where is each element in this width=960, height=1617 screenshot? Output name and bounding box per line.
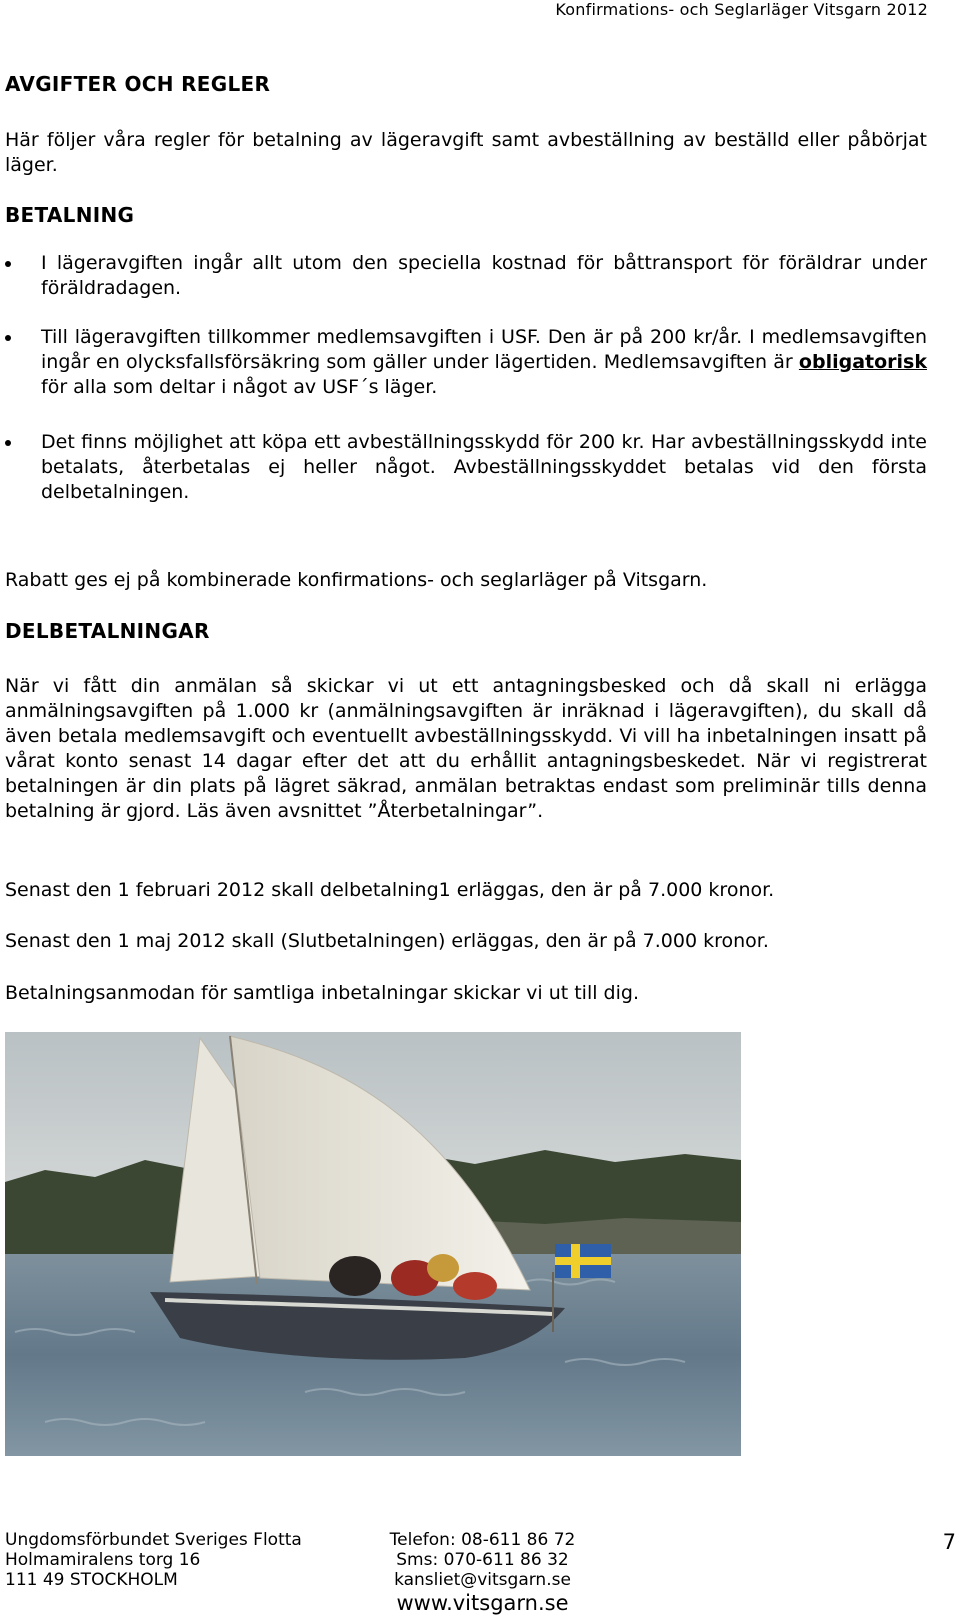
- footer-org: Ungdomsförbundet Sveriges Flotta: [5, 1530, 302, 1550]
- sailboat-illustration: [5, 1032, 741, 1456]
- footer-sms: Sms: 070-611 86 32: [396, 1550, 569, 1570]
- bullet-text: Till lägeravgiften tillkommer medlemsavgiften i USF. Den är på 200 kr/år. I medlemsavgiften ingår en olycksfallsförsäkring som gäller under lägertiden. Medlemsavgiften är: [41, 326, 927, 373]
- list-item: [5, 325, 927, 400]
- main-heading: AVGIFTER OCH REGLER: [5, 72, 271, 96]
- sailboat-photo: [5, 1032, 741, 1456]
- page-number: 7: [942, 1530, 956, 1554]
- senast-maj-paragraph: Senast den 1 maj 2012 skall (Slutbetalningen) erläggas, den är på 7.000 kronor.: [5, 930, 769, 952]
- footer-email[interactable]: kansliet@vitsgarn.se: [394, 1570, 571, 1590]
- bullet-text: för alla som deltar i något av USF´s läger.: [41, 376, 438, 398]
- list-item: [5, 251, 927, 301]
- bullet-text: I lägeravgiften ingår allt utom den speciella kostnad för båttransport för föräldrar under föräldradagen.: [41, 252, 927, 299]
- footer-phone: Telefon: 08-611 86 72: [389, 1530, 576, 1550]
- footer-website[interactable]: www.vitsgarn.se: [396, 1591, 569, 1615]
- intro-paragraph: Här följer våra regler för betalning av lägeravgift samt avbeställning av beställd eller påbörjat läger.: [5, 129, 927, 176]
- senast-februari-paragraph: Senast den 1 februari 2012 skall delbetalning1 erläggas, den är på 7.000 kronor.: [5, 879, 775, 901]
- bullet-text: Det finns möjlighet att köpa ett avbeställningsskydd för 200 kr. Har avbeställningsskydd inte betalats, återbetalas ej heller något. Avbeställningsskyddet betalas vid den första delbetalningen.: [41, 431, 927, 503]
- betalningsanmodan-paragraph: Betalningsanmodan för samtliga inbetalningar skickar vi ut till dig.: [5, 982, 639, 1004]
- obligatorisk-emphasis: obligatorisk: [798, 351, 927, 373]
- delbetalningar-heading: DELBETALNINGAR: [5, 619, 210, 643]
- footer-street: Holmamiralens torg 16: [5, 1550, 201, 1570]
- list-item: [5, 430, 927, 505]
- running-header: Konfirmations- och Seglarläger Vitsgarn 2012: [555, 0, 928, 19]
- delbetalningar-paragraph: När vi fått din anmälan så skickar vi ut ett antagningsbesked och då skall ni erlägga anmälningsavgiften på 1.000 kr (anmälningsavgiften är inräknad i lägeravgiften), du skall då även betala medlemsavgift och eventuellt avbeställningsskydd. Vi vill ha inbetalningen insatt på vårat konto senast 14 dagar efter det att du erhållit antagningsbeskedet. När vi registrerat betalningen är din plats på lägret säkrad, anmälan betraktas endast som preliminär tills denna betalning är gjord. Läs även avsnittet ”Återbetalningar”.: [5, 675, 927, 822]
- betalning-heading: BETALNING: [5, 203, 135, 227]
- footer-city: 111 49 STOCKHOLM: [5, 1570, 178, 1590]
- footer-contact: [385, 1530, 580, 1616]
- footer-address: [5, 1530, 302, 1590]
- betalning-list: [5, 251, 927, 505]
- rabatt-paragraph: Rabatt ges ej på kombinerade konfirmations- och seglarläger på Vitsgarn.: [5, 569, 708, 591]
